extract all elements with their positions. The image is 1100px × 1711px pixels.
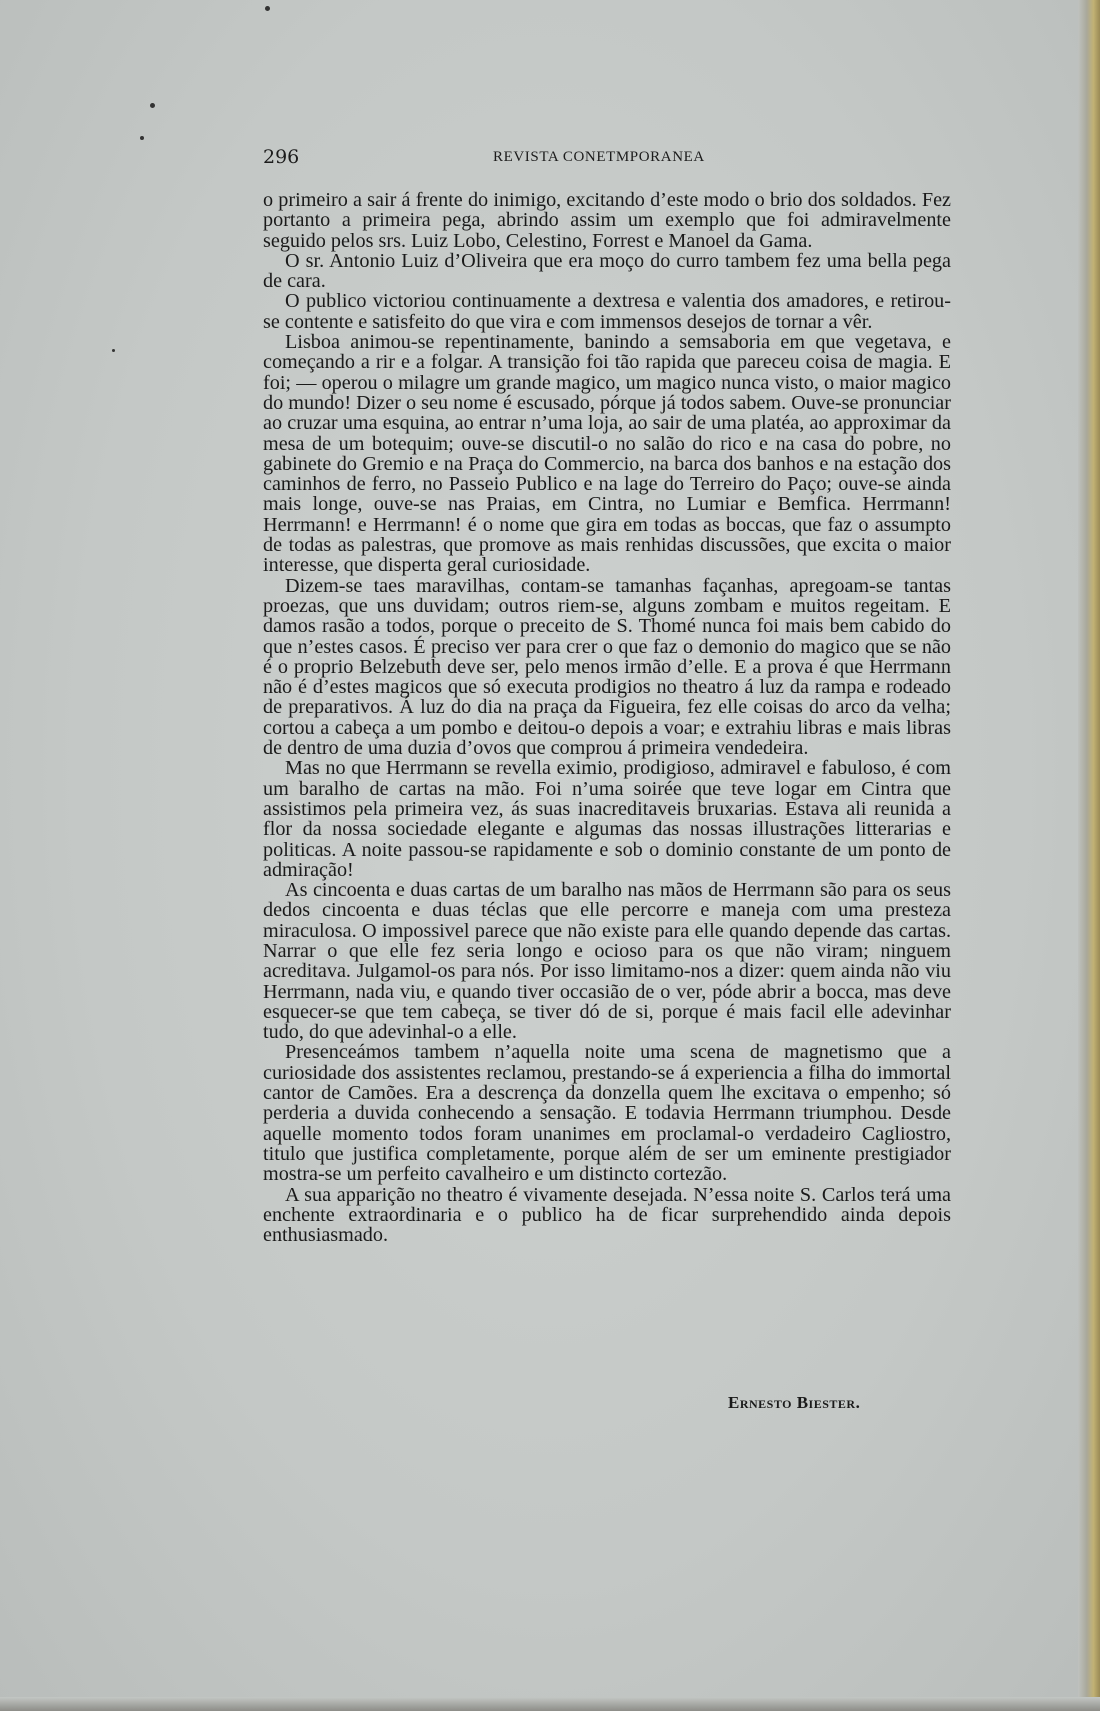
- author-signature: Ernesto Biester.: [728, 1393, 861, 1412]
- page-header: [263, 146, 948, 170]
- paragraph-9: A sua apparição no theatro é vivamente desejada. N’essa noite S. Carlos terá uma enchente extraordinaria e o publico ha de ficar surprehendido ainda depois enthusiasmado.: [263, 1183, 951, 1247]
- paper-speck: [112, 349, 115, 352]
- page-number: 296: [263, 146, 300, 168]
- paragraph-6: Mas no que Herrmann se revella eximio, prodigioso, admiravel e fabuloso, é com um baralho de cartas na mão. Foi n’uma soirée que teve logar em Cintra que assistimos pela primeira vez, ás suas inacreditaveis bruxarias. Estava ali reunida a flor da nossa sociedade elegante e algumas das nossas illustrações litterarias e politicas. A noite passou-se rapidamente e sob o dominio constante de um ponto de admiração!: [263, 757, 951, 881]
- page-edge-right: [1078, 0, 1100, 1711]
- paragraph-2: O sr. Antonio Luiz d’Oliveira que era moço do curro tambem fez uma bella pega de cara.: [263, 249, 951, 293]
- paper-speck: [265, 6, 270, 11]
- page-edge-bottom: [0, 1697, 1100, 1711]
- paragraph-3: O publico victoriou continuamente a dextresa e valentia dos amadores, e retirou-se contente e satisfeito do que vira e com immensos desejos de tornar a vêr.: [263, 290, 951, 333]
- paragraph-7: As cincoenta e duas cartas de um baralho nas mãos de Herrmann são para os seus dedos cincoenta e duas téclas que elle percorre e maneja com uma presteza miraculosa. O impossivel parece que não existe para elle quando depende das cartas. Narrar o que elle fez seria longo e ocioso para os que não viram; ninguem acreditava. Julgamol-os para nós. Por isso limitamo-nos a dizer: quem ainda não viu Herrmann, nada viu, e quando tiver occasião de o ver, póde abrir a bocca, mas deve esquecer-se que tem cabeça, se tiver dó de si, porque é mais facil elle adevinhar tudo, do que adevinhal-o a elle.: [263, 879, 951, 1044]
- paper-speck: [140, 136, 144, 140]
- paragraph-5: Dizem-se taes maravilhas, contam-se tamanhas façanhas, apregoam-se tantas proezas, que uns duvidam; outros riem-se, alguns zombam e muitos regeitam. E damos rasão a todos, porque o preceito de S. Thomé nunca foi mais bem cabido do que n’estes casos. É preciso ver para crer o que faz o demonio do magico que se não é o proprio Belzebuth deve ser, pelo menos irmão d’elle. E a prova é que Herrmann não é d’estes magicos que só executa prodigios no theatro á luz da rampa e rodeado de preparativos. Á luz do dia na praça da Figueira, fez elle coisas do arco da velha; cortou a cabeça a um pombo e deitou-o depois a voar; e extrahiu libras e mais libras de dentro de uma duzia d’ovos que comprou á primeira vendedeira.: [263, 574, 951, 760]
- paragraph-1: o primeiro a sair á frente do inimigo, excitando d’este modo o brio dos soldados. Fez portanto a primeira pega, abrindo assim um exemplo que foi admiravelmente seguido pelos srs. Luiz Lobo, Celestino, Forrest e Manoel da Gama.: [263, 189, 951, 252]
- running-title: REVISTA CONETMPORANEA: [493, 149, 705, 165]
- article-body: [263, 190, 951, 1245]
- paragraph-8: Presenceámos tambem n’aquella noite uma scena de magnetismo que a curiosidade dos assistentes reclamou, prestando-se á experiencia a filha do immortal cantor de Camões. Era a descrença da donzella quem lhe excitava o empenho; só perderia a duvida conhecendo a sensação. E todavia Herrmann triumphou. Desde aquelle momento todos foram unanimes em proclamal-o verdadeiro Cagliostro, titulo que justifica completamente, porque além de ser um eminente prestigiador mostra-se um perfeito cavalheiro e um distincto cortezão.: [263, 1041, 951, 1186]
- paragraph-4: Lisboa animou-se repentinamente, banindo a semsaboria em que vegetava, e começando a rir e a folgar. A transição foi tão rapida que pareceu coisa de magia. E foi; — operou o milagre um grande magico, um magico nunca visto, o maior magico do mundo! Dizer o seu nome é escusado, pórque já todos sabem. Ouve-se pronunciar ao cruzar uma esquina, ao entrar n’uma loja, ao sair de uma platéa, ao approximar da mesa de um botequim; ouve-se discutil-o no salão do rico e na casa do pobre, no gabinete do Gremio e na Praça do Commercio, na barca dos banhos e na estação dos caminhos de ferro, no Passeio Publico e na lage do Terreiro do Paço; ouve-se ainda mais longe, ouve-se nas Praias, em Cintra, no Lumiar e Bemfica. Herrmann! Herrmann! e Herrmann! é o nome que gira em todas as boccas, que faz o assumpto de todas as palestras, que promove as mais renhidas discussões, que excita o maior interesse, que disperta geral curiosidade.: [263, 331, 951, 577]
- paper-speck: [150, 103, 155, 108]
